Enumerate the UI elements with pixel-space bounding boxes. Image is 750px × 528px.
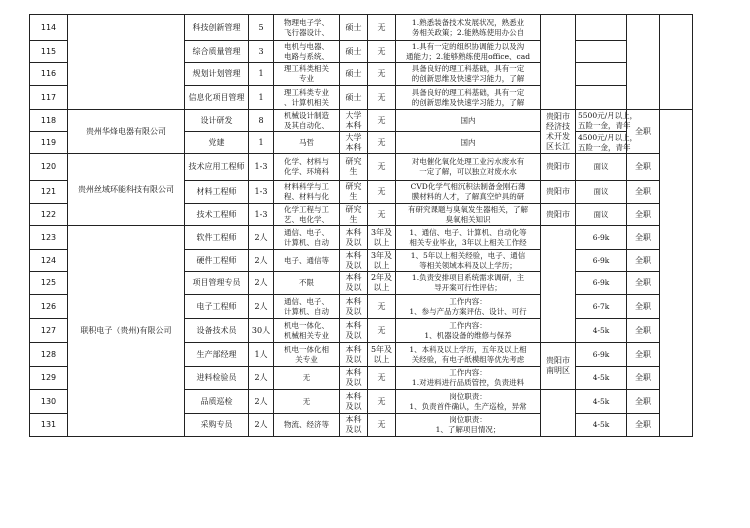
headcount: 2人 [249, 226, 274, 250]
experience [368, 272, 396, 295]
salary: 面议 [576, 154, 627, 181]
job-type: 全职 [627, 272, 660, 295]
requirements-line: 1.熟悉装备技术发展状况，熟悉业 [411, 17, 525, 27]
headcount: 2人 [249, 390, 274, 414]
job-type: 全职 [627, 204, 660, 226]
experience: 无 [368, 63, 396, 86]
row-number: 123 [30, 226, 68, 250]
requirements-line: 1.具有一定的组织协调能力以及沟 [411, 41, 525, 51]
major-line: 机械相关专业 [284, 330, 329, 340]
salary [576, 15, 627, 41]
major [274, 390, 340, 414]
major [274, 367, 340, 390]
salary: 面议 [576, 181, 627, 204]
position-name: 信息化项目管理 [185, 86, 249, 110]
experience-line: 3年及 [370, 250, 393, 260]
salary: 6-9k [576, 250, 627, 272]
salary [576, 86, 627, 110]
experience: 无 [368, 295, 396, 319]
major-line: 艺、电化学、 [284, 214, 329, 224]
job-type: 全职 [627, 226, 660, 250]
position-name: 品质巡检 [185, 390, 249, 414]
job-table [29, 14, 693, 437]
table-row [30, 226, 693, 250]
requirements [396, 110, 541, 132]
location: 贵阳市 [541, 181, 576, 204]
major-line: 材料科学与工 [284, 182, 329, 191]
major [274, 250, 340, 272]
row-number: 127 [30, 319, 68, 343]
salary: 面议 [576, 204, 627, 226]
salary: 4-5k [576, 414, 627, 437]
major [274, 414, 340, 437]
row-number: 128 [30, 343, 68, 367]
requirements-line: 导开案可行性评估； [434, 283, 502, 292]
requirements-line: 1、负责首件确认，生产巡检，异常 [409, 401, 527, 411]
job-type: 全职 [627, 154, 660, 181]
major-line: 化学、材料与 [284, 157, 329, 166]
row-number: 118 [30, 110, 68, 132]
experience: 无 [368, 414, 396, 437]
education: 硕士 [340, 63, 368, 86]
requirements-line: 1、通信、电子、计算机、自动化等 [409, 227, 527, 237]
education: 研究生 [340, 204, 368, 226]
row-number: 115 [30, 41, 68, 63]
requirements-line: 关经验，有电子纸模组等优先考虑 [411, 354, 525, 364]
major-line: 无 [302, 396, 311, 406]
location-line: 术开发 [546, 131, 570, 141]
education: 本科及以 [340, 272, 368, 295]
salary-line: 五险一金，青年 [578, 120, 631, 130]
headcount: 2人 [249, 414, 274, 437]
row-number: 129 [30, 367, 68, 390]
experience: 无 [368, 86, 396, 110]
requirements-line: 有研究课题与臭氧发生器相关，了解 [408, 204, 528, 214]
headcount: 2人 [249, 250, 274, 272]
headcount: 5 [249, 15, 274, 41]
requirements [396, 41, 541, 63]
salary [576, 63, 627, 86]
requirements-line: 臭氧相关知识 [445, 214, 491, 224]
experience-line: 2年及 [370, 273, 393, 282]
location [541, 390, 576, 437]
headcount: 1-3 [249, 154, 274, 181]
row-number: 124 [30, 250, 68, 272]
position-name: 综合质量管理 [185, 41, 249, 63]
row-number: 117 [30, 86, 68, 110]
major-line: 电路与系统、 [284, 51, 329, 61]
experience: 无 [368, 41, 396, 63]
major-line: 不限 [299, 278, 314, 287]
requirements [396, 132, 541, 154]
row-number: 122 [30, 204, 68, 226]
major-line: 关专业 [295, 354, 318, 364]
row-number: 120 [30, 154, 68, 181]
requirements-line: 1.对进料进行品质管控，负责进料 [411, 378, 525, 387]
education: 本科及以 [340, 367, 368, 390]
experience-line: 5年及 [370, 344, 393, 354]
job-type [627, 15, 660, 110]
location-line: 南明区 [546, 366, 570, 375]
row-number: 121 [30, 181, 68, 204]
company-name: 贵州丝域环能科技有限公司 [68, 154, 185, 226]
education: 本科及以 [340, 390, 368, 414]
major [274, 181, 340, 204]
experience: 无 [368, 15, 396, 41]
requirements-line: 1、机器设备的维修与保养 [424, 330, 512, 340]
salary: 4-5k [576, 367, 627, 390]
headcount: 30人 [249, 319, 274, 343]
major [274, 272, 340, 295]
location-line: 经济技 [546, 121, 570, 131]
job-type: 全职 [627, 110, 660, 154]
headcount: 8 [249, 110, 274, 132]
headcount: 1-3 [249, 181, 274, 204]
table-row [30, 110, 693, 132]
requirements [396, 295, 541, 319]
experience: 无 [368, 204, 396, 226]
headcount: 1 [249, 63, 274, 86]
experience-line: 以上 [373, 283, 390, 292]
requirements [396, 15, 541, 41]
requirements [396, 86, 541, 110]
headcount: 1人 [249, 343, 274, 367]
major-line: 物理电子学、 [284, 17, 329, 27]
row-number: 119 [30, 132, 68, 154]
experience: 无 [368, 390, 396, 414]
position-name: 设备技术员 [185, 319, 249, 343]
requirements-line: 具备良好的理工科基础，具有一定 [411, 64, 525, 73]
table-row [30, 15, 693, 41]
experience: 无 [368, 181, 396, 204]
major-line: 程、材料与化 [284, 192, 329, 201]
major [274, 41, 340, 63]
major-line: 及其自动化、 [284, 120, 329, 130]
major-line: 无 [302, 373, 311, 382]
experience-line: 以上 [373, 237, 390, 247]
salary-line: 4500元/月以上， [578, 132, 638, 142]
education: 大学本科 [340, 110, 368, 132]
education: 本科及以 [340, 250, 368, 272]
row-number: 116 [30, 63, 68, 86]
requirements-line: 1、5年以上相关经验，电子、通信 [410, 250, 526, 260]
requirements [396, 181, 541, 204]
position-name: 软件工程师 [185, 226, 249, 250]
salary: 6-9k [576, 226, 627, 250]
requirements-line: 岗位职责： [449, 391, 487, 401]
location [541, 15, 576, 110]
position-name: 硬件工程师 [185, 250, 249, 272]
job-type: 全职 [627, 181, 660, 204]
row-number: 126 [30, 295, 68, 319]
salary-line: 五险一金，青年 [578, 142, 631, 152]
education: 硕士 [340, 86, 368, 110]
major-line: 机电一体化、 [284, 320, 329, 330]
experience [368, 226, 396, 250]
requirements-line: 工作内容： [449, 296, 487, 306]
position-name: 设计研发 [185, 110, 249, 132]
headcount: 1-3 [249, 204, 274, 226]
position-name: 技术应用工程师 [185, 154, 249, 181]
major [274, 15, 340, 41]
headcount: 2人 [249, 367, 274, 390]
requirements-line: 岗位职责： [449, 415, 487, 424]
empty-cell [660, 15, 693, 110]
education: 研究生 [340, 154, 368, 181]
company-name: 联积电子（贵州)有限公司 [68, 226, 185, 437]
position-name: 电子工程师 [185, 295, 249, 319]
job-type: 全职 [627, 414, 660, 437]
major [274, 110, 340, 132]
salary [576, 41, 627, 63]
major-line: 飞行器设计、 [284, 27, 329, 37]
education: 本科及以 [340, 295, 368, 319]
location-line: 贵阳市 [546, 111, 570, 121]
major-line: 电机与电器、 [284, 41, 329, 51]
requirements [396, 204, 541, 226]
location [541, 110, 576, 154]
job-type: 全职 [627, 319, 660, 343]
requirements-line: 1、本科及以上学历，五年及以上相 [409, 344, 527, 354]
location-line: 区长江 [546, 141, 570, 151]
requirements-line: 等相关领域本科及以上学历； [419, 260, 517, 270]
salary [576, 110, 638, 132]
salary: 6-9k [576, 272, 627, 295]
experience [368, 343, 396, 367]
company-name [68, 15, 185, 110]
major-line: 机械设计制造 [284, 110, 329, 120]
education: 大学本科 [340, 132, 368, 154]
education: 硕士 [340, 15, 368, 41]
major-line: 机电一体化相 [284, 344, 329, 354]
location [541, 226, 576, 343]
position-name: 规划计划管理 [185, 63, 249, 86]
row-number: 125 [30, 272, 68, 295]
requirements-line: 1.负责安排项目系统需求调研，主 [411, 273, 525, 282]
requirements [396, 390, 541, 414]
requirements [396, 367, 541, 390]
requirements-line: 通能力；2.能够熟练使用office、cad [405, 51, 530, 61]
requirements-line: 的创新思维及快速学习能力，了解 [411, 97, 525, 107]
major-line: 马哲 [299, 137, 314, 147]
major-line: 计算机、自动 [284, 306, 329, 316]
education: 本科及以 [340, 226, 368, 250]
requirements-line: 国内 [460, 115, 476, 125]
requirements-line: 对电催化氧化处理工业污水废水有 [411, 157, 525, 166]
position-name: 材料工程师 [185, 181, 249, 204]
experience [368, 250, 396, 272]
requirements-line: 工作内容： [449, 368, 487, 377]
experience: 无 [368, 110, 396, 132]
position-name: 进料检验员 [185, 367, 249, 390]
job-type: 全职 [627, 250, 660, 272]
requirements-line: 的创新思维及快速学习能力，了解 [411, 74, 525, 83]
location-line: 贵阳市 [546, 356, 570, 365]
company-name: 贵州华烽电器有限公司 [68, 110, 185, 154]
experience-line: 3年及 [370, 227, 393, 237]
requirements [396, 154, 541, 181]
major-line: 物流、经济等 [284, 420, 329, 429]
major-line: 专业 [299, 74, 314, 83]
major-line: 通信、电子、 [284, 227, 329, 237]
major [274, 63, 340, 86]
table-row [30, 154, 693, 181]
experience-line: 以上 [373, 354, 390, 364]
requirements-line: 相关专业毕业，3年以上相关工作经 [409, 237, 527, 247]
salary: 6-9k [576, 343, 627, 367]
major [274, 132, 340, 154]
major [274, 204, 340, 226]
requirements-line: 膜材料的人才，了解真空炉具的研 [411, 192, 525, 201]
location: 贵阳市 [541, 204, 576, 226]
position-name: 党建 [185, 132, 249, 154]
major [274, 319, 340, 343]
experience: 无 [368, 367, 396, 390]
major [274, 295, 340, 319]
major-line: 化学、环境科 [284, 167, 329, 176]
location [541, 343, 576, 390]
job-type: 全职 [627, 343, 660, 367]
requirements [396, 226, 541, 250]
experience: 无 [368, 154, 396, 181]
requirements-line: 具备良好的理工科基础，具有一定 [411, 87, 525, 97]
position-name: 项目管理专员 [185, 272, 249, 295]
experience-line: 以上 [373, 260, 390, 270]
job-type: 全职 [627, 390, 660, 414]
salary: 4-5k [576, 390, 627, 414]
headcount: 2人 [249, 272, 274, 295]
location: 贵阳市 [541, 154, 576, 181]
major-line: 理工科类专业 [284, 87, 329, 97]
salary: 6-7k [576, 295, 627, 319]
experience: 无 [368, 132, 396, 154]
education: 本科及以 [340, 414, 368, 437]
major [274, 154, 340, 181]
requirements-line: 国内 [460, 137, 476, 147]
salary-line: 5500元/月以上， [578, 110, 638, 120]
experience: 无 [368, 319, 396, 343]
major-line: 理工科类相关 [284, 64, 329, 73]
headcount: 1 [249, 132, 274, 154]
empty-cell [660, 110, 693, 437]
headcount: 1 [249, 86, 274, 110]
major-line: 、计算机相关 [284, 97, 329, 107]
education: 本科及以 [340, 319, 368, 343]
job-type: 全职 [627, 367, 660, 390]
major-line: 化学工程与工 [284, 204, 329, 214]
major-line: 计算机、自动 [284, 237, 329, 247]
education: 研究生 [340, 181, 368, 204]
requirements [396, 250, 541, 272]
requirements-line: 1、参与产品方案评估、设计、可行 [409, 306, 527, 316]
requirements-line: CVD化学气相沉积法制备金刚石薄 [410, 182, 526, 191]
major [274, 86, 340, 110]
education: 硕士 [340, 41, 368, 63]
requirements-line: 务相关政策；2.能熟练使用办公自 [411, 27, 525, 37]
requirements [396, 319, 541, 343]
position-name: 采购专员 [185, 414, 249, 437]
requirements [396, 63, 541, 86]
requirements [396, 272, 541, 295]
requirements-line: 一定了解，可以独立对废水水 [419, 167, 517, 176]
requirements-line: 工作内容： [449, 320, 487, 330]
major [274, 226, 340, 250]
salary [576, 132, 638, 154]
position-name: 生产部经理 [185, 343, 249, 367]
headcount: 3 [249, 41, 274, 63]
major-line: 通信、电子、 [284, 296, 329, 306]
major-line: 电子、通信等 [284, 255, 329, 265]
row-number: 114 [30, 15, 68, 41]
row-number: 130 [30, 390, 68, 414]
job-type: 全职 [627, 295, 660, 319]
requirements [396, 414, 541, 437]
education: 本科及以 [340, 343, 368, 367]
requirements [396, 343, 541, 367]
headcount: 2人 [249, 295, 274, 319]
major [274, 343, 340, 367]
salary: 4-5k [576, 319, 627, 343]
row-number: 131 [30, 414, 68, 437]
position-name: 技术工程师 [185, 204, 249, 226]
requirements-line: 1、了解项目情况； [435, 425, 501, 434]
position-name: 科技创新管理 [185, 15, 249, 41]
